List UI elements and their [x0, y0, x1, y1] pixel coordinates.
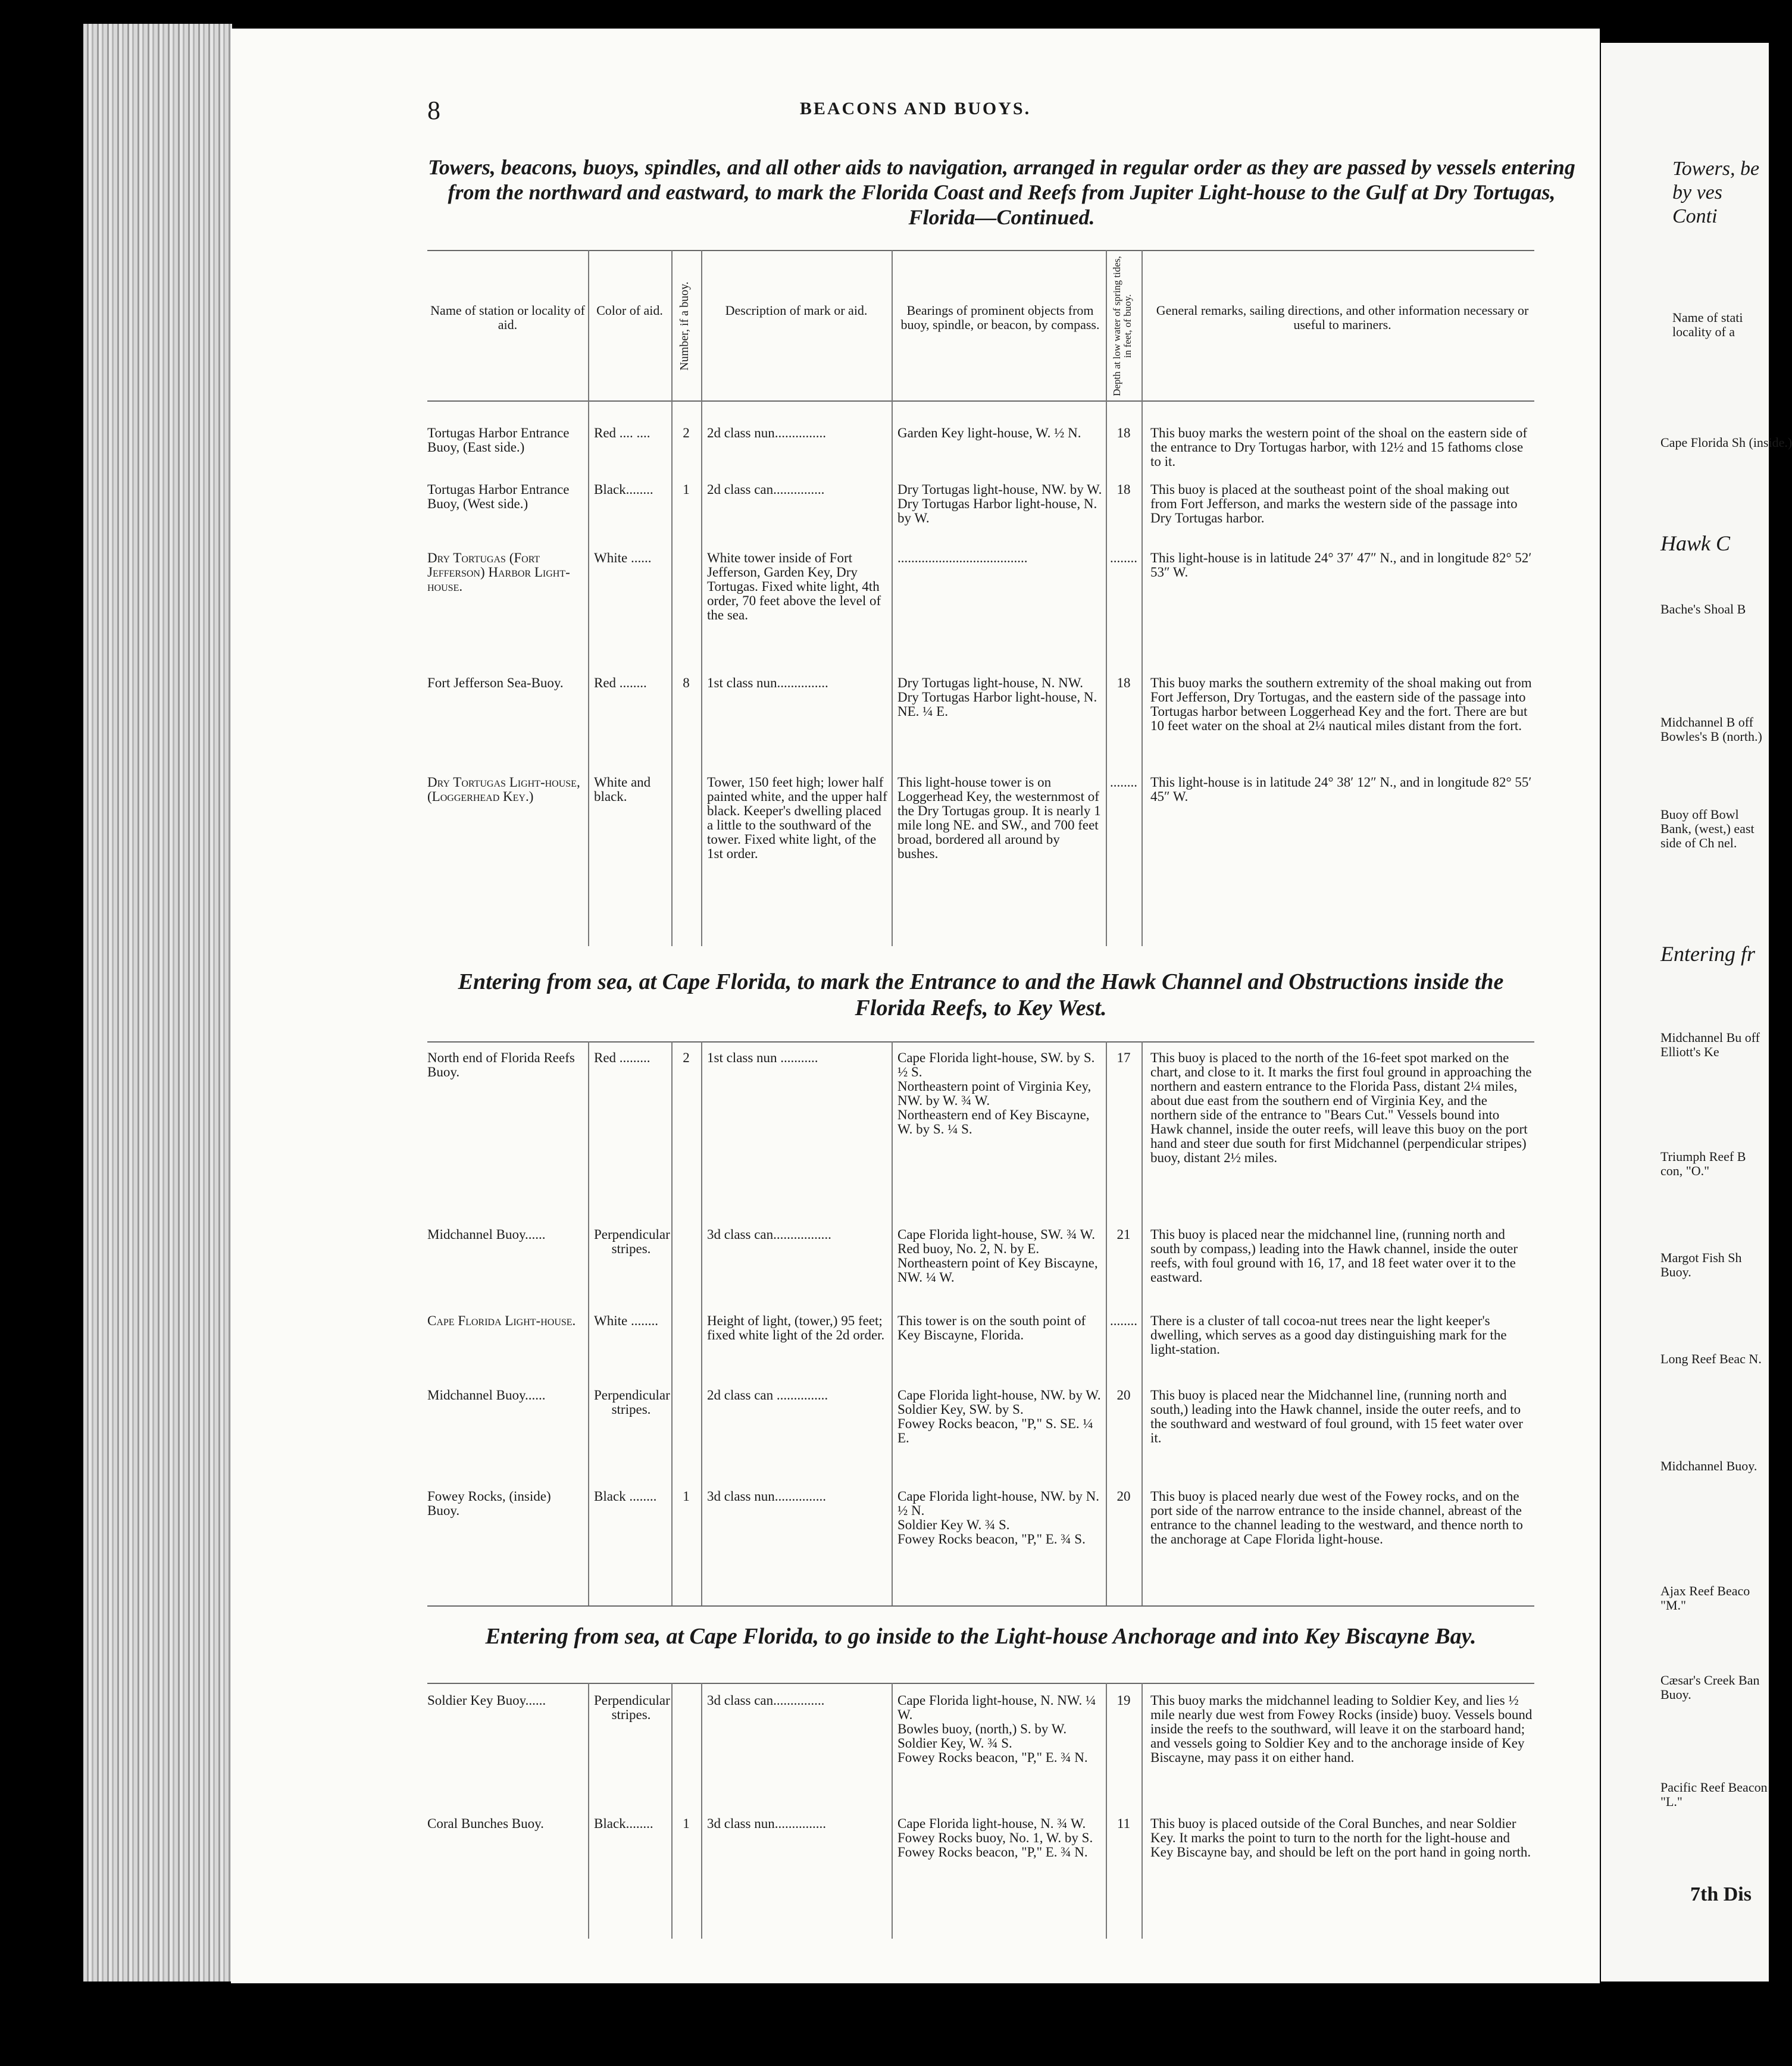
adjacent-item: Midchannel Buoy.: [1660, 1458, 1757, 1473]
aid-remarks: This buoy is placed nearly due west of the Fowey rocks, and on the port side of the narrow entrance to the inside channel, abreast of the entrance to the channel leading to the westward, and thence north to the anchorage at Cape Florida light-house.: [1150, 1489, 1523, 1547]
aid-depth: 19: [1117, 1693, 1131, 1708]
aid-remarks: This buoy marks the southern extremity of the shoal making out from Fort Jefferson, Dry Tortugas, and the eastern side of the passage into Tortugas harbor between Loggerhead Key and the fort. There are but 10 feet water on the shoal at 2¼ nautical miles distant from the fort.: [1150, 675, 1532, 733]
aid-bearings: Cape Florida light-house, NW. by N. ½ N. Soldier Key W. ¾ S. Fowey Rocks beacon, "P," E. ¾ S.: [897, 1489, 1100, 1547]
aid-remarks: This light-house is in latitude 24° 37′ 47″ N., and in longitude 82° 52′ 53″ W.: [1150, 550, 1532, 580]
adjacent-item: Triumph Reef B con, "O.": [1660, 1149, 1746, 1178]
adjacent-page-fragment: [1601, 43, 1792, 1982]
station-name: Midchannel Buoy......: [427, 1227, 546, 1242]
aid-description: 2d class nun...............: [707, 425, 826, 440]
aid-depth: ........: [1110, 550, 1137, 565]
adjacent-item: Ajax Reef Beaco "M.": [1660, 1583, 1750, 1613]
station-name: Cape Florida Light-house.: [427, 1313, 576, 1328]
section3-title: Entering from sea, at Cape Florida, to go inside to the Light-house Anchorage and into Key Biscayne Bay.: [485, 1624, 1477, 1649]
station-name: Midchannel Buoy......: [427, 1388, 546, 1403]
station-name: Dry Tortugas (Fort Jefferson) Harbor Light-house.: [427, 550, 570, 594]
aid-remarks: There is a cluster of tall cocoa-nut trees near the light keeper's dwelling, which serves as a good day distinguishing mark for the light-station.: [1150, 1313, 1507, 1357]
section2-bottom-rule: [427, 1605, 1534, 1607]
adjacent-item: Cæsar's Creek Ban Buoy.: [1660, 1673, 1760, 1702]
aid-description: Tower, 150 feet high; lower half painted white, and the upper half black. Keeper's dwelling placed a little to the southward of the tower. Fixed white light, of the 1st order.: [707, 775, 887, 861]
adjacent-item: Long Reef Beac N.: [1660, 1351, 1762, 1366]
col-divider: [588, 1683, 589, 1939]
aid-remarks: This light-house is in latitude 24° 38′ 12″ N., and in longitude 82° 55′ 45″ W.: [1150, 775, 1532, 804]
aid-bearings: This light-house tower is on Loggerhead Key, the westernmost of the Dry Tortugas group. It is nearly 1 mile long NE. and SW., and 700 feet broad, bordered all around by bushes.: [897, 775, 1101, 861]
adjacent-section: Hawk C: [1660, 531, 1730, 555]
station-name: Fowey Rocks, (inside) Buoy.: [427, 1489, 551, 1518]
book-page-edges: [83, 24, 232, 1982]
aid-description: 3d class can...............: [707, 1693, 825, 1708]
adjacent-item: Margot Fish Sh Buoy.: [1660, 1250, 1742, 1279]
aid-color: Black........: [594, 482, 653, 497]
adjacent-item: Pacific Reef Beacon "L.": [1660, 1780, 1768, 1809]
aid-bearings: Cape Florida light-house, N. NW. ¼ W. Bowles buoy, (north,) S. by W. Soldier Key, W. ¾ S. Fowey Rocks beacon, "P," E. ¾ N.: [897, 1693, 1096, 1765]
aid-remarks: This buoy marks the midchannel leading to Soldier Key, and lies ½ mile nearly due west from Fowey Rocks (inside) buoy. Vessels bound inside the reefs to the southward, will leave it on the starboard hand; and vessels going to Soldier Key and to the anchorage inside of Key Biscayne, may pass it on either hand.: [1150, 1693, 1533, 1765]
aid-remarks: This buoy is placed near the Midchannel line, (running north and south,) leading into the Hawk channel, inside the outer reefs, and to the southward and westward of foul ground, with 15 feet water over it.: [1150, 1388, 1523, 1445]
aid-color: Red ........: [594, 675, 647, 690]
adjacent-footer: 7th Dis: [1690, 1883, 1752, 1905]
col-divider: [1141, 1683, 1143, 1939]
section2-top-rule: [427, 1041, 1534, 1043]
col-divider: [1106, 1041, 1107, 1605]
col-divider: [671, 1683, 673, 1939]
aid-description: Height of light, (tower,) 95 feet; fixed white light of the 2d order.: [707, 1313, 885, 1342]
col-divider: [588, 250, 589, 946]
buoy-number: 2: [683, 425, 690, 440]
col-header-name: Name of station or locality of aid.: [430, 303, 585, 332]
document-page: [231, 29, 1600, 1983]
aid-depth: 21: [1117, 1227, 1131, 1242]
page-number: 8: [427, 96, 440, 125]
aid-remarks: This buoy is placed to the north of the 16-feet spot marked on the chart, and close to it. It marks the first foul ground in approaching the northern and eastern entrance to the Florida Pass, distant 2¼ miles, about due east from the southern end of Virginia Key, and the northern side of the entrance to "Bears Cut." Vessels bound into Hawk channel, inside the outer reefs, will leave this buoy on the port hand and steer due south for first Midchannel (perpendicular stripes) buoy, distant 2½ miles.: [1150, 1050, 1532, 1165]
aid-color: Perpendicular stripes.: [594, 1388, 670, 1417]
buoy-number: 1: [683, 1489, 690, 1504]
adjacent-title: Towers, be by ves Conti: [1672, 158, 1760, 227]
aid-remarks: This buoy is placed outside of the Coral Bunches, and near Soldier Key. It marks the point to turn to the north for the light-house and Key Biscayne bay, and should be left on the port hand in going north.: [1150, 1816, 1531, 1860]
aid-description: White tower inside of Fort Jefferson, Garden Key, Dry Tortugas. Fixed white light, 4th order, 70 feet above the level of the sea.: [707, 550, 881, 622]
aid-color: Perpendicular stripes.: [594, 1693, 670, 1722]
aid-color: Perpendicular stripes.: [594, 1227, 670, 1256]
adjacent-section: Entering fr: [1660, 942, 1755, 966]
aid-color: Black........: [594, 1816, 653, 1831]
aid-description: 2d class can...............: [707, 482, 825, 497]
station-name: Dry Tortugas Light-house, (Loggerhead Key.): [427, 775, 580, 804]
aid-depth: 18: [1117, 675, 1131, 690]
col-header-remarks: General remarks, sailing directions, and other information necessary or useful to mariners.: [1156, 303, 1529, 332]
aid-description: 3d class nun...............: [707, 1816, 826, 1831]
aid-depth: ........: [1110, 1313, 1137, 1328]
col-divider: [588, 1041, 589, 1605]
aid-color: Red .... ....: [594, 425, 651, 440]
station-name: Soldier Key Buoy......: [427, 1693, 546, 1708]
running-header: BEACONS AND BUOYS.: [799, 99, 1031, 118]
aid-description: 3d class can.................: [707, 1227, 831, 1242]
aid-bearings: Cape Florida light-house, NW. by W. Soldier Key, SW. by S. Fowey Rocks beacon, "P," S. SE. ¼ E.: [897, 1388, 1101, 1445]
col-divider: [1106, 250, 1107, 946]
col-divider: [892, 1041, 893, 1605]
aid-remarks: This buoy is placed near the midchannel line, (running north and south by compass,) leading into the Hawk channel, inside the outer reefs, with foul ground with 16, 17, and 18 feet water over it to the eastward.: [1150, 1227, 1518, 1285]
aid-depth: 18: [1117, 425, 1131, 440]
aid-depth: 20: [1117, 1388, 1131, 1403]
aid-color: White ......: [594, 550, 652, 565]
col-divider: [671, 250, 673, 946]
col-divider: [701, 1683, 702, 1939]
aid-bearings: Garden Key light-house, W. ½ N.: [897, 425, 1081, 440]
aid-remarks: This buoy is placed at the southeast point of the shoal making out from Fort Jefferson, and marks the western side of the passage into Dry Tortugas harbor.: [1150, 482, 1518, 525]
aid-color: White and black.: [594, 775, 651, 804]
adjacent-item: Buoy off Bowl Bank, (west,) east side of Ch nel.: [1660, 807, 1755, 850]
station-name: Tortugas Harbor Entrance Buoy, (West side.): [427, 482, 570, 511]
station-name: Coral Bunches Buoy.: [427, 1816, 544, 1831]
aid-depth: 17: [1117, 1050, 1131, 1065]
col-divider: [671, 1041, 673, 1605]
aid-bearings: ......................................: [897, 550, 1028, 565]
aid-color: White ........: [594, 1313, 658, 1328]
aid-bearings: Cape Florida light-house, SW. ¾ W. Red buoy, No. 2, N. by E. Northeastern point of Key Biscayne, NW. ¼ W.: [897, 1227, 1098, 1285]
aid-bearings: Cape Florida light-house, N. ¾ W. Fowey Rocks buoy, No. 1, W. by S. Fowey Rocks beacon, "P," E. ¾ N.: [897, 1816, 1093, 1860]
aid-remarks: This buoy marks the western point of the shoal on the eastern side of the entrance to Dry Tortugas harbor, with 12½ and 15 fathoms close to it.: [1150, 425, 1527, 469]
buoy-number: 8: [683, 675, 690, 690]
col-divider: [1106, 1683, 1107, 1939]
aid-bearings: This tower is on the south point of Key Biscayne, Florida.: [897, 1313, 1086, 1342]
aid-bearings: Dry Tortugas light-house, NW. by W. Dry Tortugas Harbor light-house, N. by W.: [897, 482, 1102, 525]
header-bottom-rule: [427, 400, 1534, 402]
intro-title: Towers, beacons, buoys, spindles, and all other aids to navigation, arranged in regular order as they are passed by vessels entering from the northward and eastward, to mark the Florida Coast and Reefs from Jupiter Light-house to the Gulf at Dry Tortugas, Florida—Continued.: [428, 155, 1575, 229]
adjacent-item: Bache's Shoal B: [1660, 602, 1746, 616]
buoy-number: 1: [683, 482, 690, 497]
adjacent-col-header: Name of stati locality of a: [1672, 310, 1743, 339]
col-header-depth: Depth at low water of spring tides, in feet, of buoy.: [1111, 256, 1133, 396]
aid-color: Red .........: [594, 1050, 651, 1065]
station-name: North end of Florida Reefs Buoy.: [427, 1050, 575, 1079]
aid-depth: ........: [1110, 775, 1137, 790]
buoy-number: 2: [683, 1050, 690, 1065]
adjacent-item: Midchannel Bu off Elliott's Ke: [1660, 1030, 1760, 1059]
aid-description: 1st class nun...............: [707, 675, 828, 690]
col-divider: [892, 250, 893, 946]
col-header-description: Description of mark or aid.: [725, 303, 868, 318]
col-divider: [1141, 1041, 1143, 1605]
aid-bearings: Cape Florida light-house, SW. by S. ½ S. Northeastern point of Virginia Key, NW. by W. ¾ W. Northeastern end of Key Biscayne, W. by S. ¼ S.: [897, 1050, 1095, 1137]
aid-bearings: Dry Tortugas light-house, N. NW. Dry Tortugas Harbor light-house, N. NE. ¼ E.: [897, 675, 1097, 719]
col-header-number: Number, if a buoy.: [678, 281, 691, 371]
section2-title: Entering from sea, at Cape Florida, to mark the Entrance to and the Hawk Channel and Obstructions inside the Florida Reefs, to Key West.: [458, 969, 1504, 1021]
station-name: Tortugas Harbor Entrance Buoy, (East side.): [427, 425, 570, 455]
col-divider: [701, 250, 702, 946]
aid-depth: 18: [1117, 482, 1131, 497]
header-top-rule: [427, 250, 1534, 251]
buoy-number: 1: [683, 1816, 690, 1831]
aid-description: 1st class nun ...........: [707, 1050, 818, 1065]
col-divider: [701, 1041, 702, 1605]
col-divider: [892, 1683, 893, 1939]
col-header-bearings: Bearings of prominent objects from buoy, spindle, or beacon, by compass.: [900, 303, 1100, 332]
adjacent-item: Cape Florida Sh (inside.): [1660, 435, 1792, 450]
adjacent-item: Midchannel B off Bowles's B (north.): [1660, 715, 1762, 744]
col-header-color: Color of aid.: [596, 303, 663, 318]
station-name: Fort Jefferson Sea-Buoy.: [427, 675, 564, 690]
aid-depth: 11: [1117, 1816, 1131, 1831]
aid-depth: 20: [1117, 1489, 1131, 1504]
aid-description: 3d class nun...............: [707, 1489, 826, 1504]
aid-description: 2d class can ...............: [707, 1388, 828, 1403]
col-divider: [1141, 250, 1143, 946]
section3-top-rule: [427, 1683, 1534, 1684]
aid-color: Black ........: [594, 1489, 657, 1504]
